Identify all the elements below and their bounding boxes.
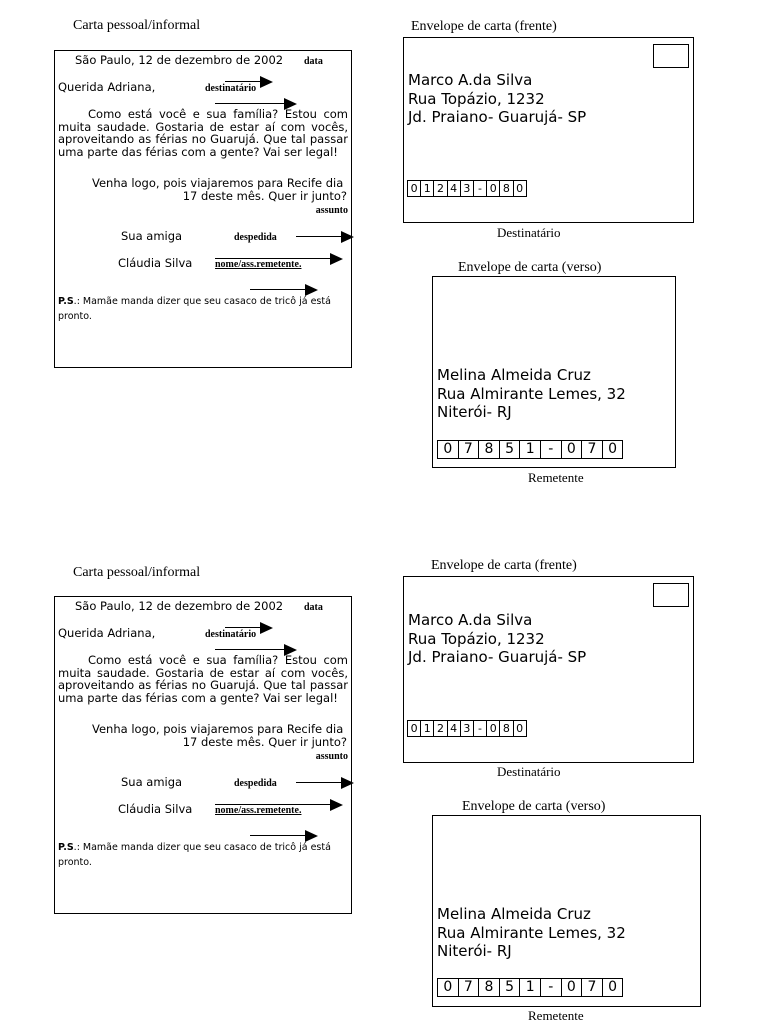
cep-digit: 4 xyxy=(448,721,461,736)
cep-digit: 5 xyxy=(500,979,521,996)
cep-digit: 0 xyxy=(608,441,617,457)
letter-signature: Cláudia Silva xyxy=(118,256,193,270)
cep-digit: 1 xyxy=(520,441,541,458)
cep-digit: 0 xyxy=(608,979,617,995)
back-name: Melina Almeida Cruz xyxy=(437,366,591,384)
tag-recipient: destinatário xyxy=(205,83,257,94)
tag-closing: despedida xyxy=(234,232,277,243)
cep-dash: - xyxy=(541,979,562,996)
cep-digit: 7 xyxy=(459,441,480,458)
envelope-back-caption: Remetente xyxy=(528,470,584,485)
letter-section-title: Carta pessoal/informal xyxy=(73,565,201,580)
ps-text: .: Mamãe manda dizer que seu casaco de tricô já está pronto. xyxy=(58,842,331,868)
cep-digit: 7 xyxy=(459,979,480,996)
ps-label: P.S xyxy=(58,842,74,853)
letter-body xyxy=(58,108,348,158)
front-name: Marco A.da Silva xyxy=(408,71,533,89)
ps-text: .: Mamãe manda dizer que seu casaco de tricô já está pronto. xyxy=(58,296,331,322)
back-address xyxy=(437,366,626,422)
letter-body xyxy=(58,654,348,704)
cep-digit: 0 xyxy=(516,182,524,195)
tag-signature: nome/ass.remetente. xyxy=(215,259,302,270)
front-street: Rua Topázio, 1232 xyxy=(408,89,545,108)
envelope-back xyxy=(432,815,701,1007)
front-cep xyxy=(407,180,527,197)
envelope-front-title: Envelope de carta (frente) xyxy=(411,19,557,34)
letter-body-line: Venha logo, pois viajaremos para Recife dia xyxy=(92,722,344,736)
envelope-back-title: Envelope de carta (verso) xyxy=(462,799,606,814)
arrow-ps xyxy=(250,289,316,290)
letter-ps xyxy=(58,840,348,870)
back-address xyxy=(437,905,626,961)
stamp-box xyxy=(653,583,689,607)
back-cep xyxy=(437,440,623,459)
back-street: Rua Almirante Lemes, 32 xyxy=(437,923,626,942)
tag-closing: despedida xyxy=(234,778,277,789)
worksheet-copy xyxy=(0,546,768,1024)
arrow-signature xyxy=(215,804,341,805)
letter-box xyxy=(54,50,352,368)
letter-box xyxy=(54,596,352,914)
cep-digit: 1 xyxy=(520,979,541,996)
front-street: Rua Topázio, 1232 xyxy=(408,629,545,648)
cep-digit: 0 xyxy=(438,979,459,996)
tag-date: data xyxy=(304,56,323,67)
back-city: Niterói- RJ xyxy=(437,403,512,421)
arrow-signature xyxy=(215,258,341,259)
arrow-subject xyxy=(215,649,295,650)
tag-subject: assunto xyxy=(315,205,348,216)
letter-closing: Sua amiga xyxy=(121,775,183,789)
envelope-front xyxy=(403,37,694,223)
cep-digit: 8 xyxy=(479,979,500,996)
envelope-back-caption: Remetente xyxy=(528,1008,584,1023)
letter-body-line: Venha logo, pois viajaremos para Recife dia xyxy=(92,176,344,190)
arrow-recipient xyxy=(225,627,271,628)
cep-digit: 8 xyxy=(500,721,513,736)
tag-signature: nome/ass.remetente. xyxy=(215,805,302,816)
envelope-front-title: Envelope de carta (frente) xyxy=(431,558,577,573)
arrow-subject xyxy=(215,103,295,104)
arrow-recipient xyxy=(225,81,271,82)
cep-digit: 3 xyxy=(461,721,474,736)
cep-digit: 1 xyxy=(421,181,434,196)
envelope-front-caption: Destinatário xyxy=(497,764,561,779)
cep-digit: 7 xyxy=(582,979,603,996)
back-city: Niterói- RJ xyxy=(437,942,512,960)
cep-digit: 0 xyxy=(562,441,583,458)
ps-label: P.S xyxy=(58,296,74,307)
cep-dash: - xyxy=(474,181,487,196)
letter-body-paragraph: Como está você e sua família? Estou com muita saudade. Gostaria de estar aí com vocês, aproveitando as férias no Guarujá. Que tal passar uma parte das férias com a gente? Vai ser legal! xyxy=(58,653,348,705)
cep-digit: 0 xyxy=(487,181,500,196)
cep-digit: 1 xyxy=(421,721,434,736)
front-address xyxy=(408,611,586,667)
envelope-back xyxy=(432,276,676,468)
letter-date: São Paulo, 12 de dezembro de 2002 xyxy=(75,53,284,67)
arrow-closing xyxy=(296,782,352,783)
back-cep xyxy=(437,978,623,997)
tag-date: data xyxy=(304,602,323,613)
letter-greeting: Querida Adriana, xyxy=(58,80,156,94)
letter-section-title: Carta pessoal/informal xyxy=(73,18,201,33)
letter-greeting: Querida Adriana, xyxy=(58,626,156,640)
front-name: Marco A.da Silva xyxy=(408,611,533,629)
letter-ps xyxy=(58,294,348,324)
cep-digit: 0 xyxy=(408,721,421,736)
cep-digit: 2 xyxy=(434,721,447,736)
cep-digit: 8 xyxy=(479,441,500,458)
front-city: Jd. Praiano- Guarujá- SP xyxy=(408,108,587,126)
front-cep xyxy=(407,720,527,737)
letter-body-paragraph: Como está você e sua família? Estou com muita saudade. Gostaria de estar aí com vocês, aproveitando as férias no Guarujá. Que tal passar uma parte das férias com a gente? Vai ser legal! xyxy=(58,107,348,159)
back-name: Melina Almeida Cruz xyxy=(437,905,591,923)
cep-digit: 3 xyxy=(461,181,474,196)
cep-digit: 0 xyxy=(408,181,421,196)
cep-digit: 7 xyxy=(582,441,603,458)
cep-digit: 0 xyxy=(487,721,500,736)
arrow-ps xyxy=(250,835,316,836)
front-city: Jd. Praiano- Guarujá- SP xyxy=(408,648,587,666)
letter-signature: Cláudia Silva xyxy=(118,802,193,816)
cep-dash: - xyxy=(541,441,562,458)
letter-date: São Paulo, 12 de dezembro de 2002 xyxy=(75,599,284,613)
cep-digit: 0 xyxy=(516,722,524,735)
cep-dash: - xyxy=(474,721,487,736)
envelope-back-title: Envelope de carta (verso) xyxy=(458,260,602,275)
cep-digit: 0 xyxy=(562,979,583,996)
front-address xyxy=(408,71,586,127)
letter-closing: Sua amiga xyxy=(121,229,183,243)
cep-digit: 4 xyxy=(448,181,461,196)
stamp-box xyxy=(653,44,689,68)
envelope-front-caption: Destinatário xyxy=(497,225,561,240)
cep-digit: 0 xyxy=(438,441,459,458)
letter-body-line: 17 deste mês. Quer ir junto? xyxy=(182,735,347,749)
tag-recipient: destinatário xyxy=(205,629,257,640)
arrow-closing xyxy=(296,236,352,237)
cep-digit: 2 xyxy=(434,181,447,196)
cep-digit: 8 xyxy=(500,181,513,196)
letter-body-line: 17 deste mês. Quer ir junto? xyxy=(182,189,347,203)
cep-digit: 5 xyxy=(500,441,521,458)
envelope-front xyxy=(403,576,694,763)
tag-subject: assunto xyxy=(315,751,348,762)
back-street: Rua Almirante Lemes, 32 xyxy=(437,384,626,403)
